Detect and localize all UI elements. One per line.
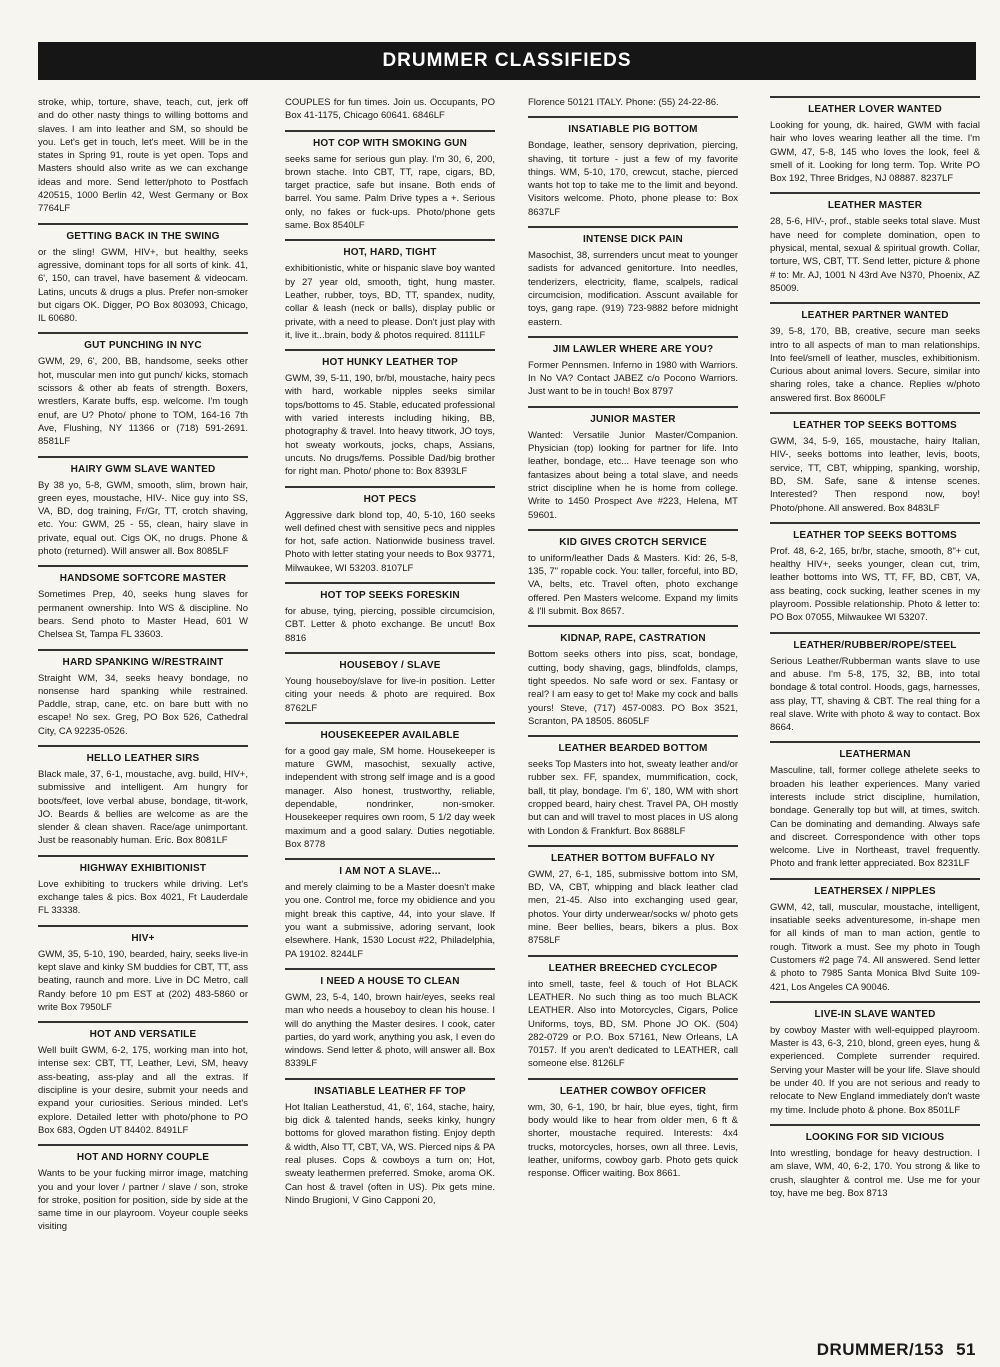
classified-ad bbox=[38, 456, 248, 559]
ad-heading: LEATHER TOP SEEKS BOTTOMS bbox=[770, 522, 980, 542]
ad-heading: LIVE-IN SLAVE WANTED bbox=[770, 1001, 980, 1021]
ad-heading: LEATHER BEARDED BOTTOM bbox=[528, 735, 738, 755]
classified-ad bbox=[285, 349, 495, 478]
ad-body: Aggressive dark blond top, 40, 5-10, 160 seeks well defined chest with sensitive pecs and nipples for hot, safe action. Nationwide business travel. Photo with letter stating your needs to Box 93771, Milwaukee, WI 53203. 8107LF bbox=[285, 509, 495, 574]
ad-body: Looking for young, dk. haired, GWM with facial hair who loves wearing leather all the time. I'm GWM, 47, 5-8, 145 who loves the look, feel & smell of it. Looking for long term. Top. Write PO Box 192, Three Bridges, NJ 08887. 8237LF bbox=[770, 120, 980, 185]
ad-heading: HIV+ bbox=[38, 925, 248, 945]
classified-ad bbox=[285, 968, 495, 1071]
ad-heading: HOT HUNKY LEATHER TOP bbox=[285, 349, 495, 369]
ad-heading: JIM LAWLER WHERE ARE YOU? bbox=[528, 336, 738, 356]
classified-ad bbox=[285, 130, 495, 233]
ad-body: Bottom seeks others into piss, scat, bondage, cutting, body shaving, gags, blindfolds, clamps, tight speedos. No safe word or sex. Fantasy or real? I am easy to get to! Make my cock and balls yours! Steve, (717) 457-0083. PO Box 3521, Scranton, PA 18505. 8605LF bbox=[528, 649, 738, 727]
ad-body: COUPLES for fun times. Join us. Occupants, PO Box 41-1175, Chicago 60641. 6846LF bbox=[285, 97, 495, 122]
ad-body: exhibitionistic, white or hispanic slave boy wanted by 27 year old, smooth, tight, hung master. Leather, rubber, toys, BD, TT, spandex, nudity, collar & leash (neck or balls), display public or private, with a need to please. Don't just play with it, live it...brain, body & photos required. 8111LF bbox=[285, 263, 495, 341]
section-banner: DRUMMER CLASSIFIEDS bbox=[38, 42, 976, 80]
ad-heading: LEATHERMAN bbox=[770, 741, 980, 761]
ad-heading: LOOKING FOR SID VICIOUS bbox=[770, 1124, 980, 1144]
classified-ad bbox=[38, 332, 248, 448]
ad-body: Young houseboy/slave for live-in position. Letter citing your needs & photo are required. Box 8762LF bbox=[285, 675, 495, 714]
ad-body: wm, 30, 6-1, 190, br hair, blue eyes, tight, firm body would like to hear from older men, 6 ft & shorter, moustache required. Interests: 4x4 trucks, motorcycles, horses, own all three. Levis, leather, uniforms, cowboy garb. Photo gets quick response. Officer waiting. Box 8661. bbox=[528, 1101, 738, 1180]
ad-body: GWM, 35, 5-10, 190, bearded, hairy, seeks live-in kept slave and kinky SM buddies for CBT, TT, ass beating, raunch and more. Live in DC Metro, call Randy before 10 pm EST at (202) 483-5860 or write Box 7950LF bbox=[38, 948, 248, 1013]
ad-body: Hot Italian Leatherstud, 41, 6', 164, stache, hairy, big dick & talented hands, seeks kinky, hungry bottoms for gloved marathon fisting. Enjoy depth & width, Also TT, CBT, VA, WS. Pierced nips & PA real pluses. Cops & cowboys a turn on; Hot, sweaty leathermen preferred. Smoke, aroma OK. Can host & travel (often in US). Pix gets mine. Nindo Brugioni, V Gino Capponi 20, bbox=[285, 1101, 495, 1206]
ad-heading: LEATHER LOVER WANTED bbox=[770, 96, 980, 116]
ad-body: GWM, 42, tall, muscular, moustache, intelligent, insatiable seeks adventuresome, in-shape men for all kinds of man to man action, gentle to rough. Titwork a must. See my photo in Tough Customers #2 page 74. All answered. Send letter & photo to 7985 Santa Monica Blvd Suite 109-421, Los Angeles CA 90046. bbox=[770, 901, 980, 993]
ad-body: GWM, 27, 6-1, 185, submissive bottom into SM, BD, VA, CBT, whipping and black leather clad men, 21-45. Also into exchanging used gear, photos. Your dirty underwear/socks w/ photo gets mine. Beer bellies, bears, bikers a plus. Box 8758LF bbox=[528, 868, 738, 947]
ad-body: Prof. 48, 6-2, 165, br/br, stache, smooth, 8"+ cut, healthy HIV+, seeks younger, clean cut, trim, leather bottoms into WS, TT, FF, BD, CBT, VA, ass beating, cock sucking, leather scenes in my playroom. Possible relationship. Photo & letter to: PO Box 07055, Milwaukee WI 53207. bbox=[770, 545, 980, 624]
ad-body: GWM, 34, 5-9, 165, moustache, hairy Italian, HIV-, seeks bottoms into leather, levis, boots, service, TT, CBT, whipping, spanking, worship, BD, SM. Safe, sane & intense scenes. Interested? Then respond now, boy! Photo/phone. All answered. Box 8483LF bbox=[770, 436, 980, 514]
ad-body: 39, 5-8, 170, BB, creative, secure man seeks intro to all aspects of man to man relationships. Into feel/smell of leather, muscles, exhibitionism. Curious about animal lovers. Secure, similar into sharing roles, take a chance. Replies w/photo answered first. Box 8600LF bbox=[770, 326, 980, 404]
classified-ad bbox=[38, 1144, 248, 1233]
page-number: 51 bbox=[956, 1340, 976, 1359]
classified-ad bbox=[770, 412, 980, 515]
ad-heading: LEATHER MASTER bbox=[770, 192, 980, 212]
classified-ad bbox=[528, 336, 738, 399]
classified-ad bbox=[38, 649, 248, 738]
ad-body: Well built GWM, 6-2, 175, working man into hot, intense sex: CBT, TT, Leather, Levi, SM, heavy ass-beating, ass-play and all the extras. If discipline is your desire, submit your needs and expand your curiosities. Serious minded. Let's explore. Detailed letter with photo/phone to PO Box 683, Ogden UT 84402. 8491LF bbox=[38, 1045, 248, 1136]
classified-ad bbox=[38, 96, 248, 216]
classified-ad bbox=[528, 1078, 738, 1181]
ad-heading: HOT AND HORNY COUPLE bbox=[38, 1144, 248, 1164]
column-2 bbox=[285, 96, 495, 1306]
ad-heading: HOUSEKEEPER AVAILABLE bbox=[285, 722, 495, 742]
ad-body: Masculine, tall, former college athelete seeks to broaden his leather experiences. Many varied interests include strict discipline, humilation, bondage. Generally top but will, at times, switch. Can be dominating and demanding. Always safe and discreet. Correspondence with other tops welcome. Live in Northeast, travel frequently. Photo and frank letter appreciated. Box 8231LF bbox=[770, 765, 980, 870]
ad-heading: HAIRY GWM SLAVE WANTED bbox=[38, 456, 248, 476]
classified-ad bbox=[38, 1021, 248, 1137]
classified-ad bbox=[38, 223, 248, 326]
classified-ad bbox=[285, 96, 495, 123]
ad-body: GWM, 39, 5-11, 190, br/bl, moustache, hairy pecs with hard, workable nipples seeks similar tops/bottoms to 45. Stable, educated professional with varied interests including hiking, BB, photography & travel. Into heavy titwork, JO toys, hot sweaty workouts, jocks, chaps, Assians, uncuts. No drugs/fems. Possible Dad/big brother for right man. Photo/ phone to: Box 8393LF bbox=[285, 373, 495, 478]
classified-ad bbox=[528, 529, 738, 618]
ad-body: or the sling! GWM, HIV+, but healthy, seeks agressive, dominant tops for all sorts of kink. 41, 6', 150, can travel, have basement & videocam. Latins, uncuts & drugs a plus. Prefer non-smoker but cigars OK. Digger, PO Box 803093, Chicago, IL 60680. bbox=[38, 246, 248, 325]
ad-heading: HOT TOP SEEKS FORESKIN bbox=[285, 582, 495, 602]
ad-body: GWM, 29, 6', 200, BB, handsome, seeks other hot, muscular men into gut punch/ kicks, stomach scissors & other ab feats of strength. Boxers, wrestlers, Karate buffs, esp. welcome. I'm tough enuf, are U? Photo/ phone to TOM, 164-16 7th Ave, Flushing, NY 11366 or (718) 591-2691. 8581LF bbox=[38, 356, 248, 448]
magazine-issue: DRUMMER/153 bbox=[816, 1340, 945, 1359]
classified-ad bbox=[528, 226, 738, 329]
classified-ad bbox=[770, 96, 980, 185]
classified-ad bbox=[38, 565, 248, 641]
ad-heading: HOUSEBOY / SLAVE bbox=[285, 652, 495, 672]
ad-body: GWM, 23, 5-4, 140, brown hair/eyes, seeks real man who needs a houseboy to clean his house. I will do anything the Master desires. I cook, cater parties, do yard work, anything you ask, I even do windows. Send letter & photo, will answer all. Box 8339LF bbox=[285, 991, 495, 1070]
classified-ad bbox=[38, 925, 248, 1014]
classified-ad bbox=[770, 192, 980, 295]
ad-body: seeks same for serious gun play. I'm 30, 6, 200, brown stache. Into CBT, TT, rape, cigars, BD, target practice, safe but insane. Both ends of barrel. You same. Palm Drive types a +. Serious only, no fakes or fuck-ups. Photo/phone gets same. Box 8540LF bbox=[285, 153, 495, 232]
ad-heading: LEATHER BREECHED CYCLECOP bbox=[528, 955, 738, 975]
column-4 bbox=[770, 96, 980, 1306]
ad-heading: LEATHERSEX / NIPPLES bbox=[770, 878, 980, 898]
ad-heading: INTENSE DICK PAIN bbox=[528, 226, 738, 246]
ad-heading: LEATHER PARTNER WANTED bbox=[770, 302, 980, 322]
classified-ad bbox=[285, 858, 495, 961]
classified-ad bbox=[770, 632, 980, 735]
ad-body: for a good gay male, SM home. Housekeeper is mature GWM, masochist, sexually active, independent with strong self image and is a good manager. Also honest, trustworthy, reliable, dependable, nondrinker, non-smoker. Housekeeper requires own room, 5 1/2 day week maximum and a good salary. Duties negotiable. Box 8778 bbox=[285, 745, 495, 850]
ad-body: by cowboy Master with well-equipped playroom. Master is 43, 6-3, 210, blond, green eyes, hung & experienced. Complete surrender required. Serving your Master will be your life. Slave should be under 40. If you are not serious and ready to relocate to New England immediately don't waste my time. Include photo & phone. Box 8501LF bbox=[770, 1024, 980, 1116]
ad-heading: JUNIOR MASTER bbox=[528, 406, 738, 426]
ad-heading: I AM NOT A SLAVE... bbox=[285, 858, 495, 878]
ad-heading: INSATIABLE LEATHER FF TOP bbox=[285, 1078, 495, 1098]
classified-ad bbox=[285, 652, 495, 715]
ad-heading: I NEED A HOUSE TO CLEAN bbox=[285, 968, 495, 988]
ad-heading: HANDSOME SOFTCORE MASTER bbox=[38, 565, 248, 585]
classified-ad bbox=[770, 522, 980, 625]
classified-ad bbox=[38, 745, 248, 848]
classified-ad bbox=[285, 722, 495, 851]
ad-heading: HELLO LEATHER SIRS bbox=[38, 745, 248, 765]
ad-body: Masochist, 38, surrenders uncut meat to younger sadists for advanced genitorture. Into needles, tenderizers, electricity, flame, scalpels, radical circumcision, modification. Asscunt available for toys, gang rape. (919) 723-9882 before midnight eastern. bbox=[528, 250, 738, 328]
classified-ad bbox=[770, 878, 980, 994]
ad-heading: HARD SPANKING W/RESTRAINT bbox=[38, 649, 248, 669]
ad-body: to uniform/leather Dads & Masters. Kid: 26, 5-8, 135, 7" ropable cock. You: taller, forceful, into BD, VA, belts, etc. Travel often, photo exchange offered. Pen Masters welcome. Expand my limits & I'll submit. Box 8657. bbox=[528, 552, 738, 618]
ad-body: Straight WM, 34, seeks heavy bondage, no nonsense hard spanking while restrained. Paddle, strap, cane, etc. on bare butt with no escape! No sex. Greg, PO Box 526, Cathedral City, CA 92235-0526. bbox=[38, 672, 248, 737]
ad-body: Florence 50121 ITALY. Phone: (55) 24-22-86. bbox=[528, 97, 719, 108]
classified-ad bbox=[528, 116, 738, 219]
ad-body: Serious Leather/Rubberman wants slave to use and abuse. I'm 5-8, 175, 32, BB, into total bondage & total control. Hoods, gags, harnesses, ass play, TT, shaving & CBT. The real thing for a real slave. Write with photo & way to contact. Box 8664. bbox=[770, 655, 980, 734]
page-footer bbox=[817, 1340, 976, 1360]
column-1 bbox=[38, 96, 248, 1306]
ad-heading: HOT, HARD, TIGHT bbox=[285, 239, 495, 259]
ad-body: Wants to be your fucking mirror image, matching you and your lover / partner / slave / son, stroke for stroke, position for position, side by side at the same time in our playroom. Voyeur couple seeks visiting bbox=[38, 1168, 248, 1233]
classified-ad bbox=[528, 625, 738, 728]
classified-ad bbox=[770, 741, 980, 870]
ad-heading: HOT PECS bbox=[285, 486, 495, 506]
column-3 bbox=[528, 96, 738, 1306]
classified-ad bbox=[770, 1001, 980, 1117]
ad-heading: GUT PUNCHING IN NYC bbox=[38, 332, 248, 352]
ad-body: By 38 yo, 5-8, GWM, smooth, slim, brown hair, green eyes, moustache, HIV-. Nice guy into SS, VA, BD, dog training, Fr/Gr, TT, crotch shaving, etc. You: GWM, 25 - 55, clean, hairy slave in private, equal out. Cigs OK, no drugs. Phone & photo (returned). Will answer all. Box 8085LF bbox=[38, 479, 248, 558]
ad-body: Former Pennsmen. Inferno in 1980 with Warriors. In No VA? Contact JABEZ c/o Pocono Warriors. Just want to be in touch! Box 8797 bbox=[528, 359, 738, 398]
ad-heading: INSATIABLE PIG BOTTOM bbox=[528, 116, 738, 136]
ad-body: Sometimes Prep, 40, seeks hung slaves for permanent ownership. Into WS & discipline. No bears. Send photo to Master Head, 601 W Chelsea St, Tampa FL 33603. bbox=[38, 589, 248, 641]
ad-heading: HOT AND VERSATILE bbox=[38, 1021, 248, 1041]
ad-heading: LEATHER/RUBBER/ROPE/STEEL bbox=[770, 632, 980, 652]
ad-body: for abuse, tying, piercing, possible circumcision, CBT. Letter & photo exchange. Be uncut! Box 8816 bbox=[285, 606, 495, 644]
ad-heading: HOT COP WITH SMOKING GUN bbox=[285, 130, 495, 150]
ad-body: and merely claiming to be a Master doesn't make you one. Control me, force my obidience and you might break this captive, 44, into your slave. If you want a submissive, adoring servant, look elsewhere. Hank, 1530 Locust #22, Philadelphia, PA 19102. 8244LF bbox=[285, 882, 495, 960]
classified-ad bbox=[38, 855, 248, 918]
ad-body: Love exhibiting to truckers while driving. Let's exchange tales & pics. Box 4021, Ft Lauderdale FL 33338. bbox=[38, 878, 248, 917]
classified-ad bbox=[770, 302, 980, 405]
classified-ad bbox=[770, 1124, 980, 1200]
classified-ad bbox=[528, 96, 738, 109]
ad-body: Into wrestling, bondage for heavy destruction. I am slave, WM, 40, 6-2, 170. You strong & like to crush, slaughter & control me. Use me for your toy, have me beg. Box 8713 bbox=[770, 1147, 980, 1199]
ad-body: stroke, whip, torture, shave, teach, cut, jerk off and do other nasty things to willing bottoms and slaves. I am into leather and SM, so should be you. Let's get in touch, let's meet. Will be in the states in Spring 91, route is yet open. Tops and Masters should also write as we can exchange ideas and more. Send letter/photo to Postfach 420515, 1000 Berlin 42, West Germany or Box 7764LF bbox=[38, 97, 248, 215]
ad-heading: LEATHER BOTTOM BUFFALO NY bbox=[528, 845, 738, 865]
ad-heading: LEATHER COWBOY OFFICER bbox=[528, 1078, 738, 1098]
ad-body: Wanted: Versatile Junior Master/Companion. Physician (top) looking for partner for life. Into leather, bondage, etc... Have teenage son who fantasizes about being a total slave, and needs strict discipline when he is home from college. Write to 1450 Prospect Ave #223, Helena, MT 59601. bbox=[528, 429, 738, 521]
classified-ad bbox=[285, 486, 495, 575]
classified-ad bbox=[285, 1078, 495, 1207]
classified-ad bbox=[528, 406, 738, 522]
ad-heading: GETTING BACK IN THE SWING bbox=[38, 223, 248, 243]
ad-heading: KIDNAP, RAPE, CASTRATION bbox=[528, 625, 738, 645]
ad-heading: HIGHWAY EXHIBITIONIST bbox=[38, 855, 248, 875]
ad-body: Black male, 37, 6-1, moustache, avg. build, HIV+, submissive and intelligent. Am hungry for boots/feet, love verbal abuse, bondage, tit-work, JO. Beards & bellies are welcome as are the slender & clean shaven. Race/age unimportant. Just be reasonably human. Eric. Box 8081LF bbox=[38, 768, 248, 847]
ad-body: 28, 5-6, HIV-, prof., stable seeks total slave. Must have need for complete domination, open to physical, mental, sexual & spiritual growth. Collar, torture, WS, CBT, TT. Send letter, picture & phone # to: Mr. AJ, 1001 N 43rd Ave N370, Phoenix, AZ 85009. bbox=[770, 216, 980, 294]
ad-body: Bondage, leather, sensory deprivation, piercing, shaving, tit torture - just a few of my favorite things. WM, 5-10, 170, crewcut, stache, pierced wants hot top to take me to the limit and beyond. Visitors welcome. Photo, phone please to: Box 8637LF bbox=[528, 140, 738, 218]
ad-body: into smell, taste, feel & touch of Hot BLACK LEATHER. No such thing as too much BLACK LEATHER. Also into Motorcycles, Cigars, Police Uniforms, toys, BD, SM. Phone JO OK. (504) 282-0729 or P.O. Box 57161, New Orleans, LA 70157. If you aren't dedicated to LEATHER, call someone else. 8126LF bbox=[528, 978, 738, 1070]
classified-ad bbox=[285, 582, 495, 645]
classified-ad bbox=[528, 955, 738, 1071]
ad-heading: KID GIVES CROTCH SERVICE bbox=[528, 529, 738, 549]
classified-ad bbox=[285, 239, 495, 342]
classified-ad bbox=[528, 845, 738, 948]
ad-heading: LEATHER TOP SEEKS BOTTOMS bbox=[770, 412, 980, 432]
ad-body: seeks Top Masters into hot, sweaty leather and/or rubber sex. FF, spandex, mummification, cock, ball, tit play, bondage. I'm 6', 180, WM with short cropped beard, hairy chest. Travel PA, OH mostly but can and will travel to most places in US along with London & Frankfurt. Box 8688LF bbox=[528, 759, 738, 837]
classified-ad bbox=[528, 735, 738, 838]
